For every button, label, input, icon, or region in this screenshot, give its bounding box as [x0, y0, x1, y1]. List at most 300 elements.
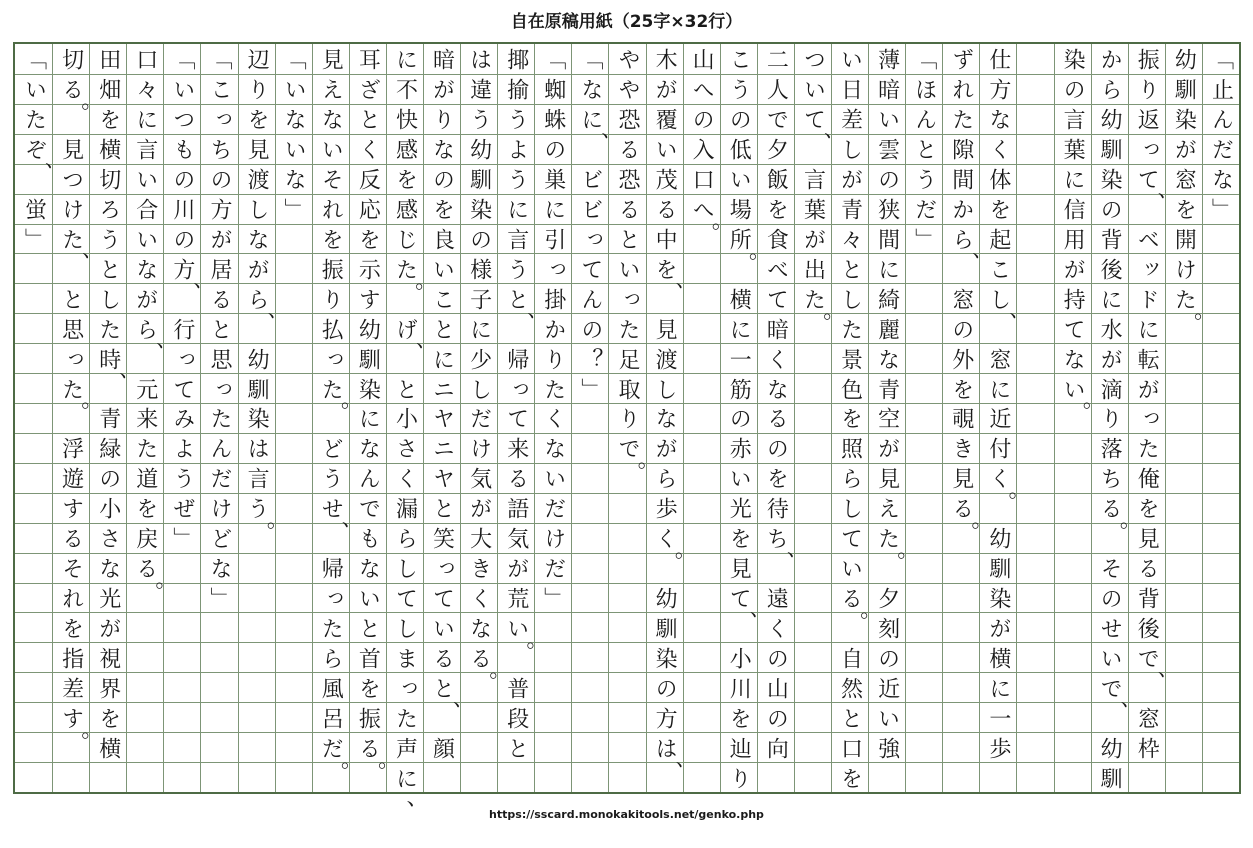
grid-cell	[52, 224, 89, 254]
grid-cell	[757, 583, 794, 613]
manuscript-char: 一	[726, 347, 752, 370]
grid-cell	[1202, 463, 1239, 493]
grid-cell	[1128, 44, 1165, 74]
grid-cell	[794, 612, 831, 642]
manuscript-char: り	[1097, 407, 1123, 430]
manuscript-char: け	[540, 527, 566, 550]
grid-cell	[608, 104, 645, 134]
grid-cell	[89, 642, 126, 672]
manuscript-char: 食	[763, 227, 789, 250]
grid-cell	[646, 702, 683, 732]
manuscript-char: え	[318, 78, 344, 101]
grid-cell	[460, 283, 497, 313]
manuscript-char: 不	[392, 78, 418, 101]
grid-cell	[497, 44, 534, 74]
grid-cell	[15, 553, 52, 583]
grid-cell	[312, 104, 349, 134]
grid-cell	[1202, 194, 1239, 224]
manuscript-char: 、	[509, 311, 535, 334]
grid-cell	[89, 583, 126, 613]
manuscript-char: だ	[1208, 138, 1234, 161]
manuscript-char: う	[911, 168, 937, 191]
grid-cell	[275, 253, 312, 283]
grid-cell	[200, 104, 237, 134]
manuscript-char: 様	[466, 257, 492, 280]
manuscript-char: か	[1097, 47, 1123, 70]
grid-cell	[126, 283, 163, 313]
grid-cell	[831, 403, 868, 433]
manuscript-line	[794, 44, 831, 792]
manuscript-char: 、	[583, 132, 609, 155]
grid-cell	[831, 433, 868, 463]
grid-cell	[646, 433, 683, 463]
manuscript-char: り	[614, 407, 640, 430]
grid-cell	[15, 44, 52, 74]
grid-cell	[349, 642, 386, 672]
grid-cell	[15, 672, 52, 702]
grid-cell	[349, 74, 386, 104]
manuscript-char: を	[837, 407, 863, 430]
grid-cell	[942, 583, 979, 613]
grid-cell	[720, 44, 757, 74]
grid-cell	[163, 762, 200, 792]
manuscript-char: う	[169, 467, 195, 490]
manuscript-char: 幼	[1097, 108, 1123, 131]
grid-cell	[608, 343, 645, 373]
grid-cell	[979, 164, 1016, 194]
manuscript-char: に	[985, 676, 1011, 699]
manuscript-char: な	[577, 78, 603, 101]
grid-cell	[238, 612, 275, 642]
manuscript-char: す	[355, 287, 381, 310]
manuscript-char: 合	[132, 198, 158, 221]
manuscript-char: 暗	[763, 317, 789, 340]
manuscript-line	[423, 44, 460, 792]
grid-cell	[1128, 283, 1165, 313]
grid-cell	[646, 553, 683, 583]
grid-cell	[1165, 493, 1202, 523]
grid-cell	[275, 642, 312, 672]
grid-cell	[1016, 283, 1053, 313]
grid-cell	[460, 194, 497, 224]
grid-cell	[275, 612, 312, 642]
grid-cell	[905, 74, 942, 104]
manuscript-char: う	[503, 108, 529, 131]
grid-cell	[460, 373, 497, 403]
grid-cell	[646, 732, 683, 762]
grid-cell	[1128, 523, 1165, 553]
grid-cell	[831, 762, 868, 792]
manuscript-char: 水	[1097, 317, 1123, 340]
manuscript-char: た	[95, 317, 121, 340]
manuscript-char: の	[466, 227, 492, 250]
manuscript-char: の	[540, 138, 566, 161]
grid-cell	[1128, 702, 1165, 732]
manuscript-char: 「	[577, 47, 603, 70]
grid-cell	[757, 74, 794, 104]
grid-cell	[1128, 403, 1165, 433]
manuscript-char: の	[652, 676, 678, 699]
manuscript-char: 幼	[355, 317, 381, 340]
manuscript-char: な	[355, 557, 381, 580]
grid-cell	[831, 74, 868, 104]
manuscript-char: を	[355, 227, 381, 250]
manuscript-char: ら	[318, 646, 344, 669]
manuscript-char: に	[392, 766, 418, 789]
grid-cell	[423, 463, 460, 493]
manuscript-char: り	[244, 78, 270, 101]
manuscript-line	[720, 44, 757, 792]
grid-cell	[52, 74, 89, 104]
grid-cell	[15, 493, 52, 523]
grid-cell	[794, 283, 831, 313]
manuscript-char: て	[1060, 317, 1086, 340]
manuscript-char: 。	[806, 311, 832, 334]
manuscript-char: 良	[429, 227, 455, 250]
grid-cell	[905, 732, 942, 762]
grid-cell	[1054, 104, 1091, 134]
grid-cell	[126, 493, 163, 523]
grid-cell	[1016, 74, 1053, 104]
grid-cell	[1054, 194, 1091, 224]
manuscript-char: 葉	[800, 198, 826, 221]
grid-cell	[15, 134, 52, 164]
manuscript-char: け	[206, 497, 232, 520]
manuscript-char: な	[985, 108, 1011, 131]
grid-cell	[905, 642, 942, 672]
grid-cell	[1054, 313, 1091, 343]
manuscript-char: 快	[392, 108, 418, 131]
grid-cell	[126, 702, 163, 732]
manuscript-char: い	[503, 616, 529, 639]
manuscript-char: た	[614, 317, 640, 340]
grid-cell	[794, 194, 831, 224]
manuscript-char: い	[874, 706, 900, 729]
grid-cell	[831, 343, 868, 373]
grid-cell	[200, 253, 237, 283]
grid-cell	[794, 702, 831, 732]
manuscript-char: な	[318, 108, 344, 131]
manuscript-line	[52, 44, 89, 792]
manuscript-char: た	[948, 108, 974, 131]
manuscript-char: 見	[948, 467, 974, 490]
grid-cell	[979, 672, 1016, 702]
manuscript-char: 染	[466, 198, 492, 221]
grid-cell	[163, 612, 200, 642]
manuscript-line	[608, 44, 645, 792]
manuscript-char: 背	[1134, 587, 1160, 609]
manuscript-char: で	[614, 437, 640, 460]
grid-cell	[423, 253, 460, 283]
grid-cell	[646, 224, 683, 254]
manuscript-char: 窓	[985, 347, 1011, 370]
grid-cell	[89, 553, 126, 583]
grid-cell	[89, 523, 126, 553]
grid-cell	[868, 224, 905, 254]
manuscript-char: 綺	[874, 287, 900, 310]
grid-cell	[1091, 313, 1128, 343]
grid-cell	[423, 732, 460, 762]
grid-cell	[794, 553, 831, 583]
grid-cell	[497, 164, 534, 194]
manuscript-char: 戻	[132, 527, 158, 550]
manuscript-char: こ	[726, 47, 752, 70]
grid-cell	[905, 612, 942, 642]
manuscript-char: く	[466, 587, 492, 609]
manuscript-char: る	[58, 78, 84, 101]
grid-cell	[571, 762, 608, 792]
manuscript-char: 「	[540, 47, 566, 70]
manuscript-line	[942, 44, 979, 792]
manuscript-char: の	[206, 168, 232, 191]
manuscript-char: 思	[206, 347, 232, 370]
manuscript-char: 語	[503, 497, 529, 520]
grid-cell	[163, 253, 200, 283]
grid-cell	[831, 642, 868, 672]
grid-cell	[831, 672, 868, 702]
grid-cell	[1165, 134, 1202, 164]
manuscript-char: 付	[985, 437, 1011, 460]
manuscript-char: 青	[837, 198, 863, 221]
manuscript-char: れ	[948, 78, 974, 101]
manuscript-char: 。	[1066, 401, 1092, 424]
grid-cell	[646, 493, 683, 523]
grid-cell	[979, 583, 1016, 613]
grid-cell	[1128, 463, 1165, 493]
grid-cell	[794, 343, 831, 373]
grid-cell	[1054, 762, 1091, 792]
manuscript-char: と	[95, 257, 121, 280]
grid-cell	[720, 164, 757, 194]
manuscript-char: て	[577, 257, 603, 280]
manuscript-char: 。	[880, 551, 906, 574]
manuscript-char: 転	[1134, 347, 1160, 370]
grid-cell	[646, 373, 683, 403]
grid-cell	[1091, 253, 1128, 283]
grid-cell	[15, 164, 52, 194]
grid-cell	[52, 313, 89, 343]
manuscript-char: す	[58, 497, 84, 520]
manuscript-char: 空	[874, 407, 900, 430]
grid-cell	[15, 313, 52, 343]
manuscript-line	[126, 44, 163, 792]
grid-cell	[1128, 74, 1165, 104]
manuscript-char: 」	[281, 198, 307, 221]
footer-url[interactable]: https://sscard.monokakitools.net/genko.php	[489, 808, 764, 821]
grid-cell	[1091, 164, 1128, 194]
manuscript-char: を	[763, 198, 789, 221]
grid-cell	[571, 343, 608, 373]
grid-cell	[831, 44, 868, 74]
grid-cell	[534, 463, 571, 493]
grid-cell	[571, 164, 608, 194]
grid-cell	[238, 463, 275, 493]
grid-cell	[386, 104, 423, 134]
manuscript-char: く	[540, 407, 566, 430]
grid-cell	[979, 44, 1016, 74]
manuscript-char: 恐	[614, 168, 640, 191]
manuscript-char: 、	[398, 341, 424, 364]
grid-cell	[312, 583, 349, 613]
grid-cell	[571, 583, 608, 613]
manuscript-char: よ	[169, 437, 195, 460]
manuscript-char: 見	[1134, 527, 1160, 550]
grid-cell	[52, 612, 89, 642]
grid-cell	[423, 283, 460, 313]
manuscript-char: 体	[985, 168, 1011, 191]
manuscript-char: し	[652, 377, 678, 400]
manuscript-char: 木	[652, 47, 678, 70]
manuscript-char: を	[132, 497, 158, 520]
manuscript-char: 自	[837, 646, 863, 669]
grid-cell	[608, 463, 645, 493]
manuscript-char: 赤	[726, 437, 752, 460]
grid-cell	[868, 283, 905, 313]
manuscript-char: し	[837, 497, 863, 520]
grid-cell	[1165, 672, 1202, 702]
grid-cell	[1016, 403, 1053, 433]
manuscript-char: 馴	[652, 616, 678, 639]
manuscript-char: て	[726, 587, 752, 609]
manuscript-char: で	[355, 497, 381, 520]
grid-cell	[683, 253, 720, 283]
grid-cell	[163, 702, 200, 732]
manuscript-char: 々	[132, 78, 158, 101]
manuscript-char: を	[429, 198, 455, 221]
grid-cell	[979, 553, 1016, 583]
manuscript-char: 持	[1060, 287, 1086, 310]
grid-cell	[1016, 253, 1053, 283]
manuscript-char: 夕	[763, 138, 789, 161]
grid-cell	[534, 283, 571, 313]
grid-cell	[275, 523, 312, 553]
manuscript-char: で	[1134, 646, 1160, 669]
grid-cell	[200, 134, 237, 164]
manuscript-char: 恐	[614, 108, 640, 131]
manuscript-char: 来	[503, 437, 529, 460]
grid-cell	[757, 762, 794, 792]
manuscript-char: ベ	[1134, 227, 1160, 250]
manuscript-char: 遊	[58, 467, 84, 490]
manuscript-char: っ	[392, 676, 418, 699]
manuscript-char: 。	[732, 251, 758, 274]
grid-cell	[831, 283, 868, 313]
grid-cell	[238, 313, 275, 343]
grid-cell	[942, 283, 979, 313]
manuscript-line	[386, 44, 429, 811]
grid-cell	[979, 253, 1016, 283]
grid-cell	[979, 493, 1016, 523]
grid-cell	[720, 553, 757, 583]
manuscript-char: の	[1097, 198, 1123, 221]
grid-cell	[423, 403, 460, 433]
manuscript-char: ぜ	[169, 497, 195, 520]
grid-cell	[89, 313, 126, 343]
manuscript-char: か	[948, 198, 974, 221]
grid-cell	[312, 553, 349, 583]
grid-cell	[349, 194, 386, 224]
grid-cell	[423, 523, 460, 553]
manuscript-char: ら	[392, 527, 418, 550]
manuscript-char: い	[169, 78, 195, 101]
manuscript-char: 。	[64, 401, 90, 424]
grid-cell	[460, 343, 497, 373]
manuscript-char: 切	[95, 168, 121, 191]
grid-cell	[1054, 732, 1091, 762]
manuscript-char: き	[948, 437, 974, 460]
manuscript-char: な	[244, 227, 270, 250]
grid-cell	[200, 164, 237, 194]
grid-cell	[720, 583, 757, 613]
manuscript-char: ち	[1097, 467, 1123, 490]
grid-cell	[1091, 553, 1128, 583]
grid-cell	[571, 134, 608, 164]
manuscript-char: い	[1060, 377, 1086, 400]
grid-cell	[571, 253, 608, 283]
grid-cell	[497, 104, 534, 134]
grid-cell	[163, 373, 200, 403]
manuscript-char: ビ	[577, 168, 603, 191]
grid-cell	[942, 612, 979, 642]
manuscript-char: 、	[991, 311, 1017, 334]
grid-cell	[1128, 553, 1165, 583]
manuscript-char: を	[95, 706, 121, 729]
grid-cell	[757, 642, 794, 672]
grid-cell	[460, 732, 497, 762]
grid-cell	[238, 642, 275, 672]
grid-cell	[312, 433, 349, 463]
manuscript-char: ら	[652, 467, 678, 490]
grid-cell	[757, 104, 794, 134]
manuscript-char: 。	[324, 760, 350, 783]
manuscript-char: り	[429, 108, 455, 131]
grid-cell	[312, 253, 349, 283]
grid-cell	[423, 612, 460, 642]
manuscript-char: 照	[837, 437, 863, 460]
grid-cell	[52, 104, 89, 134]
grid-cell	[942, 553, 979, 583]
grid-cell	[608, 433, 645, 463]
manuscript-char: 染	[1171, 108, 1197, 131]
manuscript-char: つ	[800, 47, 826, 70]
manuscript-char: と	[429, 676, 455, 699]
manuscript-char: 」	[911, 227, 937, 250]
manuscript-char: 蛛	[540, 108, 566, 131]
manuscript-char: 隙	[948, 138, 974, 161]
manuscript-char: の	[689, 108, 715, 131]
grid-cell	[200, 672, 237, 702]
grid-cell	[534, 134, 571, 164]
manuscript-char: 段	[503, 706, 529, 729]
manuscript-char: 少	[466, 347, 492, 370]
grid-cell	[1165, 44, 1202, 74]
grid-cell	[942, 403, 979, 433]
manuscript-line	[979, 44, 1016, 792]
grid-cell	[757, 253, 794, 283]
grid-cell	[126, 762, 163, 792]
grid-cell	[126, 224, 163, 254]
manuscript-char: ビ	[577, 198, 603, 221]
manuscript-char: り	[1134, 78, 1160, 101]
grid-cell	[386, 224, 423, 254]
manuscript-char: さ	[95, 527, 121, 550]
grid-cell	[1165, 553, 1202, 583]
manuscript-char: 染	[355, 377, 381, 400]
grid-cell	[1202, 74, 1239, 104]
grid-cell	[905, 343, 942, 373]
manuscript-char: と	[429, 317, 455, 340]
grid-cell	[868, 433, 905, 463]
